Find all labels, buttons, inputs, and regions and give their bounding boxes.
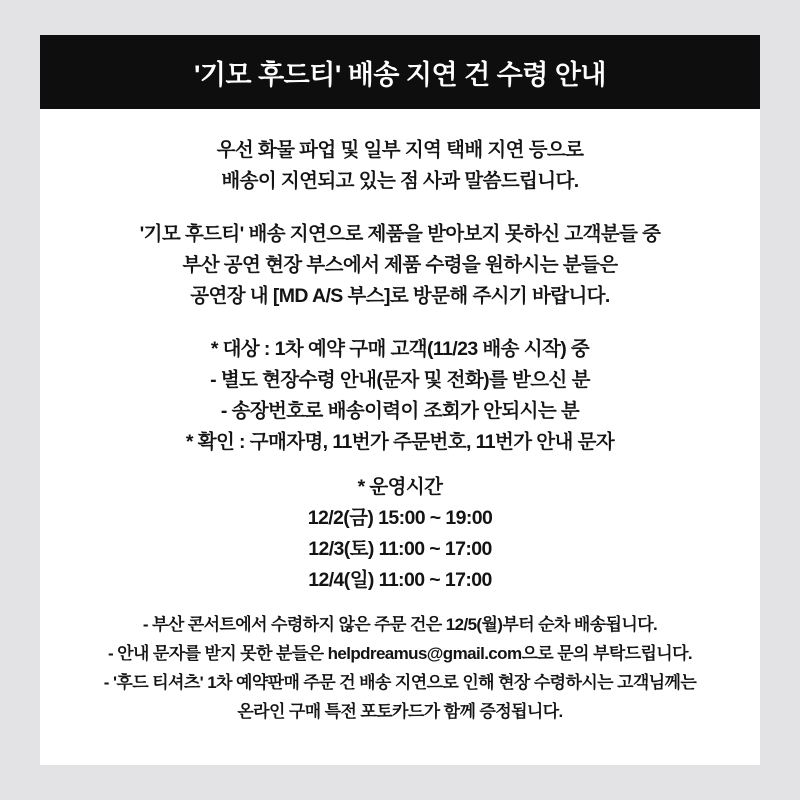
spacer xyxy=(68,312,732,334)
page-title: '기모 후드티' 배송 지연 건 수령 안내 xyxy=(194,59,606,90)
hours-heading: * 운영시간 xyxy=(357,476,443,498)
hours-line-2: 12/3(토) 11:00 ~ 17:00 xyxy=(308,538,492,560)
hours-line-3: 12/4(일) 11:00 ~ 17:00 xyxy=(308,569,492,591)
notice-line-2: 부산 공연 현장 부스에서 제품 수령을 원하시는 분들은 xyxy=(182,254,618,276)
title-bar xyxy=(40,35,760,109)
footnote-3: - '후드 티셔츠' 1차 예약판매 주문 건 배송 지연으로 인해 현장 수령하시는 고객님께는 xyxy=(103,673,697,692)
condition-detail-1: - 별도 현장수령 안내(문자 및 전화)를 받으신 분 xyxy=(210,369,590,391)
spacer xyxy=(68,197,732,219)
notice-card xyxy=(40,35,760,765)
conditions-paragraph xyxy=(68,334,732,458)
footnote-1: - 부산 콘서트에서 수령하지 않은 주문 건은 12/5(월)부터 순차 배송됩니다. xyxy=(142,615,658,634)
condition-target: * 대상 : 1차 예약 구매 고객(11/23 배송 시작) 중 xyxy=(210,338,590,360)
footnote-4: 온라인 구매 특전 포토카드가 함께 증정됩니다. xyxy=(237,702,563,721)
spacer xyxy=(68,458,732,472)
footnote-2: - 안내 문자를 받지 못한 분들은 helpdreamus@gmail.com으로 문의 부탁드립니다. xyxy=(107,644,693,663)
notice-body xyxy=(40,109,760,726)
intro-line-2: 배송이 지연되고 있는 점 사과 말씀드립니다. xyxy=(221,170,579,192)
condition-confirm: * 확인 : 구매자명, 11번가 주문번호, 11번가 안내 문자 xyxy=(185,431,615,453)
hours-line-1: 12/2(금) 15:00 ~ 19:00 xyxy=(307,507,493,529)
notice-line-1: '기모 후드티' 배송 지연으로 제품을 받아보지 못하신 고객분들 중 xyxy=(139,223,661,245)
notice-paragraph xyxy=(68,219,732,312)
intro-paragraph xyxy=(68,135,732,197)
condition-detail-2: - 송장번호로 배송이력이 조회가 안되시는 분 xyxy=(220,400,580,422)
spacer xyxy=(68,596,732,610)
hours-section xyxy=(68,472,732,596)
footnotes xyxy=(68,610,732,726)
intro-line-1: 우선 화물 파업 및 일부 지역 택배 지연 등으로 xyxy=(216,139,584,161)
notice-line-3: 공연장 내 [MD A/S 부스]로 방문해 주시기 바랍니다. xyxy=(190,285,610,307)
